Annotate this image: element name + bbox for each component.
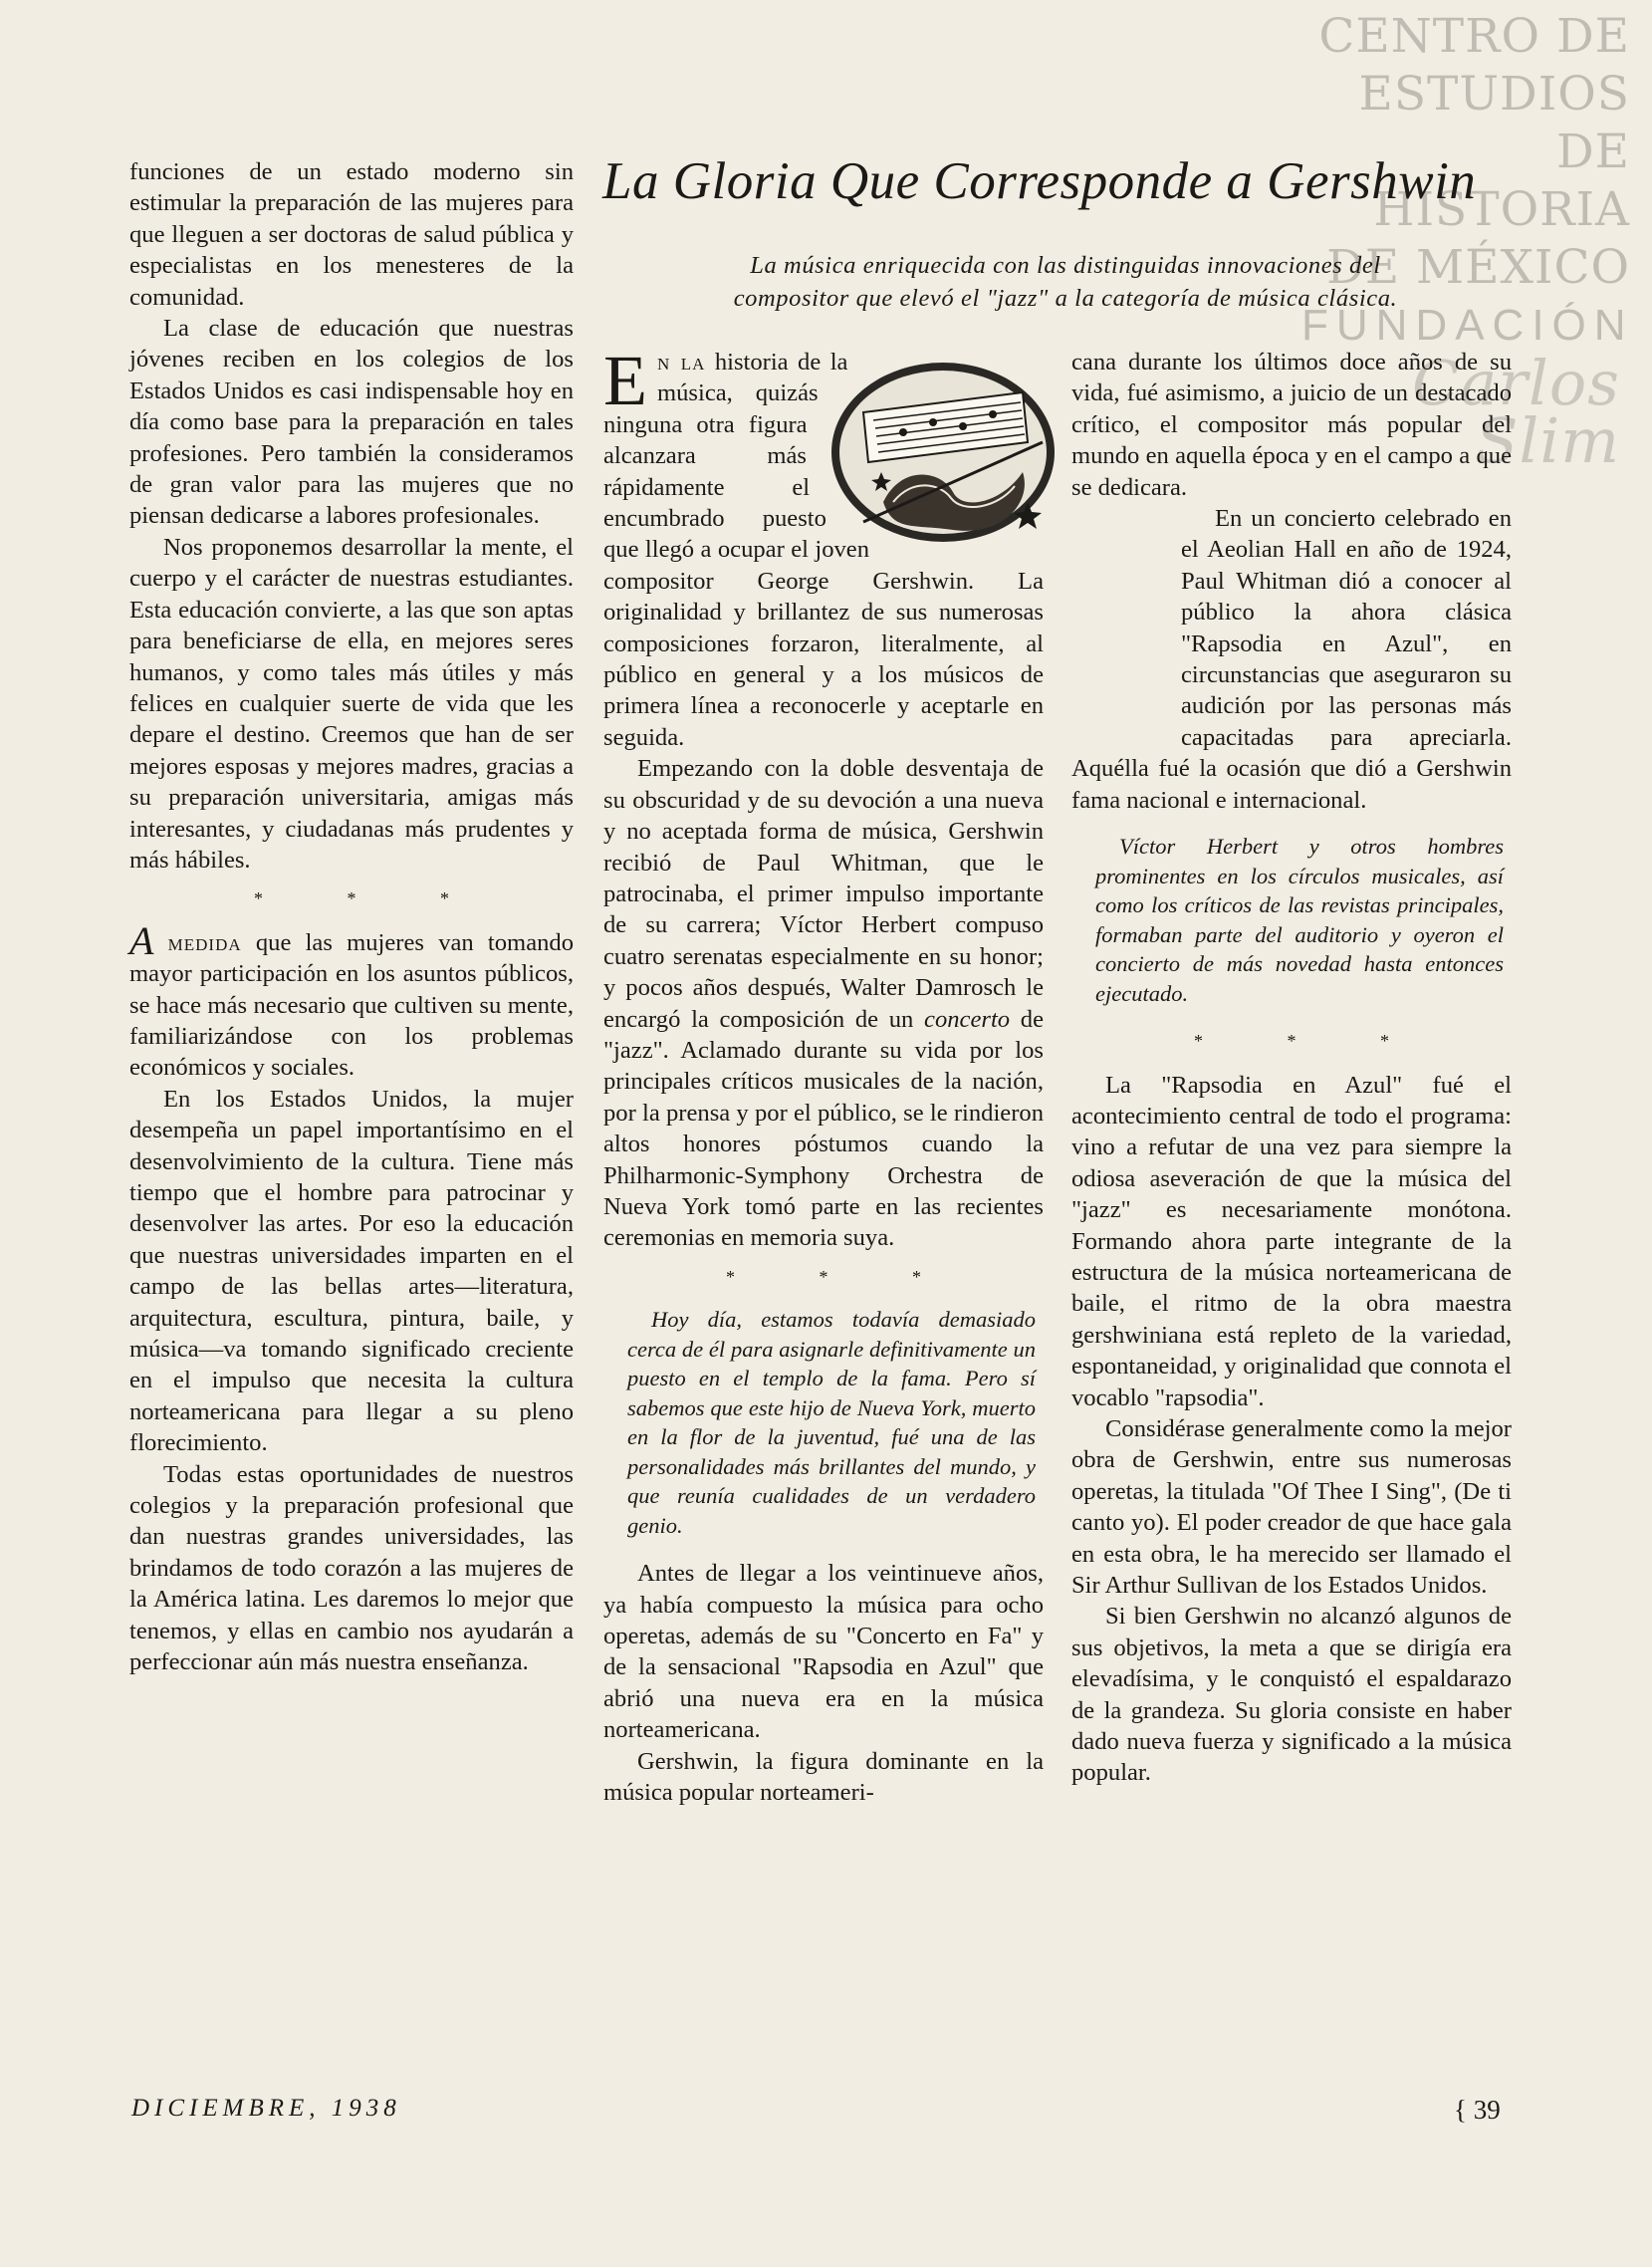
- violin-and-sheet-music-icon: [823, 353, 1063, 552]
- illustration-spacer: [1032, 503, 1181, 722]
- section-divider: * * *: [254, 888, 489, 909]
- watermark-line: DE HISTORIA: [1373, 125, 1630, 237]
- paragraph: En los Estados Unidos, la mujer desempeña un papel importantísimo en el desenvolvimiento de la cultura. Tiene más tiempo que el hombre para patrocinar y desenvolver las artes. Por eso la educación que nuestras universidades imparten en el campo de las bellas artes—literatura, arquitectura, escultura, pintura, baile, y música—va tomando significado creciente en el impulso que necesita la cultura norteamericana para llegar a su pleno florecimiento.: [129, 1085, 574, 1457]
- watermark-line: DE MÉXICO: [1326, 240, 1630, 295]
- paragraph-text: Empezando con la doble desventaja de su obscuridad y de su devoción a una nueva y no aceptada forma de música, Gershwin recibió de Paul Whitman, que le patrocinaba, el primer impulso importante de su carrera; Víctor Herbert compuso cuatro serenatas especialmente en su honor; y pocos años después, Walter Damrosch le encargó la composición de un: [603, 755, 1044, 1033]
- article-subtitle: [667, 249, 1464, 315]
- paragraph-text: que las mujeres van tomando mayor participación en los asuntos públicos, se hace más necesario que cultiven su mente, familiarizándose con los problemas económicos y sociales.: [129, 928, 574, 1082]
- paragraph: [603, 753, 1044, 1254]
- watermark-line: CENTRO DE: [1318, 9, 1630, 64]
- paragraph: La clase de educación que nuestras jóvenes reciben en los colegios de los Estados Unidos es casi indispensable hoy en día como base para la preparación en tales profesiones. Pero también la consideramos de gran valor para las mujeres que no piensan dedicarse a labores profesionales.: [129, 315, 574, 530]
- page-number: { 39: [1454, 2095, 1501, 2125]
- paragraph: La "Rapsodia en Azul" fué el acontecimiento central de todo el programa: vino a refutar de una vez para siempre la odiosa aseveración de que la música del "jazz" es necesariamente monótona. Formando ahora parte integrante de la estructura de la música norteamericana de baile, el ritmo de la obra maestra gershwiniana está repleto de la variedad, espontaneidad, y originalidad que connota el vocablo "rapsodia".: [1071, 1071, 1512, 1411]
- paragraph: Todas estas oportunidades de nuestros colegios y la preparación profesional que dan nuestras grandes universidades, las brindamos de todo corazón a las mujeres de la América latina. Les daremos lo mejor que tenemos, y ellas en cambio nos ayudarán a perfeccionar aún más nuestra enseñanza.: [129, 1460, 574, 1676]
- paragraph-text: de "jazz". Aclamado durante su vida por los principales críticos musicales de la nación, por la prensa y por el público, se le rindieron altos honores póstumos cuando la Philharmonic-Symphony Orchestra de Nueva York tomó parte en las recientes ceremonias en memoria suya.: [603, 1005, 1044, 1252]
- paragraph: cana durante los últimos doce años de su vida, fué asimismo, a juicio de un destacado crítico, el compositor más popular del mundo en aquella época y en el campo a que se dedicara.: [1071, 349, 1512, 501]
- subtitle-line: compositor que elevó el "jazz" a la categoría de música clásica.: [733, 285, 1398, 312]
- drop-cap: E: [603, 341, 647, 420]
- paragraph: [603, 341, 1044, 753]
- emphasis: concerto: [924, 1005, 1011, 1033]
- paragraph-text: historia de la música, quizás ninguna otra figura alcanzara más rápidamente el encumbrado puesto que llegó a ocupar el joven compositor George Gershwin. La originalidad y brillantez de sus numerosas composiciones forzaron, literalmente, al público en general y a los músicos de primera línea a reconocerle y aceptarle en seguida.: [603, 349, 1044, 751]
- paragraph: [1071, 503, 1512, 816]
- paragraph: Nos proponemos desarrollar la mente, el cuerpo y el carácter de nuestras estudiantes. Esta educación convierte, a las que son aptas para beneficiarse de ella, en mejores seres humanos, y como tales más útiles y más felices en cualquier suerte de vida que les depare el destino. Creemos que han de ser mejores esposas y mejores madres, gracias a su preparación universitaria, amigas más interesantes, y ciudadanas más prudentes y más hábiles.: [129, 533, 574, 874]
- paragraph: [129, 917, 574, 1084]
- section-divider: * * *: [1194, 1031, 1429, 1052]
- right-column: [1071, 347, 1512, 1789]
- paragraph: Si bien Gershwin no alcanzó algunos de sus objetivos, la meta a que se dirigía era elevadísima, y le conquistó el espaldarazo de la grandeza. Su gloria consiste en haber dado nueva fuerza y significado a la música popular.: [1071, 1603, 1512, 1787]
- issue-date: DICIEMBRE, 1938: [131, 2095, 401, 2122]
- quote-text: Hoy día, estamos todavía demasiado cerca de él para asignarle definitivamente un puesto en el templo de la fama. Pero sí sabemos que este hijo de Nueva York, muerto en la flor de la juventud, fué una de las personalidades más brillantes del mundo, y que reunía cualidades de un verdadero genio.: [627, 1307, 1036, 1538]
- left-column: [129, 156, 574, 1678]
- watermark-line: FUNDACIÓN: [1301, 301, 1634, 350]
- subtitle-line: La música enriquecida con las distinguidas innovaciones del: [750, 252, 1381, 279]
- violin-illustration: [823, 353, 1063, 552]
- pull-quote: [627, 1305, 1036, 1540]
- watermark-line: ESTUDIOS: [1358, 67, 1630, 122]
- drop-cap: A: [129, 917, 154, 963]
- watermark-signature: Carlos Slim: [1411, 347, 1620, 477]
- section-divider: * * *: [726, 1266, 961, 1287]
- article-title: La Gloria Que Corresponde a Gershwin: [602, 152, 1477, 210]
- pull-quote: [1095, 832, 1504, 1008]
- paragraph: Antes de llegar a los veintinueve años, ya había compuesto la música para ocho operetas, además de su "Concerto en Fa" y de la sensacional "Rapsodia en Azul" que abrió una nueva era en la música norteamericana.: [603, 1560, 1044, 1744]
- paragraph: funciones de un estado moderno sin estimular la preparación de las mujeres para que lleguen a ser doctoras de salud pública y especialistas en los menesteres de la comunidad.: [129, 158, 574, 311]
- quote-text: Víctor Herbert y otros hombres prominentes en los círculos musicales, así como los críticos de las revistas principales, formaban parte del auditorio y oyeron el concierto de más novedad hasta entonces ejecutado.: [1095, 834, 1504, 1006]
- paragraph: Gershwin, la figura dominante en la música popular norteameri-: [603, 1747, 1044, 1807]
- middle-column: [603, 341, 1044, 1808]
- paragraph: Considérase generalmente como la mejor obra de Gershwin, entre sus numerosas operetas, la titulada "Of Thee I Sing", (De ti canto yo). El poder creador de que hace gala en esta obra, le ha merecido ser llamado el Sir Arthur Sullivan de los Estados Unidos.: [1071, 1414, 1512, 1599]
- lead-in: n la: [656, 349, 706, 376]
- lead-in: medida: [167, 928, 242, 956]
- paragraph-text: En un concierto celebrado en el Aeolian Hall en año de 1924, Paul Whitman dió a conocer al público la ahora clásica "Rapsodia en Azul", en circunstancias que aseguraron su audición por las personas más capacitadas para apreciarla. Aquélla fué la ocasión que dió a Gershwin fama nacional e internacional.: [1071, 505, 1512, 814]
